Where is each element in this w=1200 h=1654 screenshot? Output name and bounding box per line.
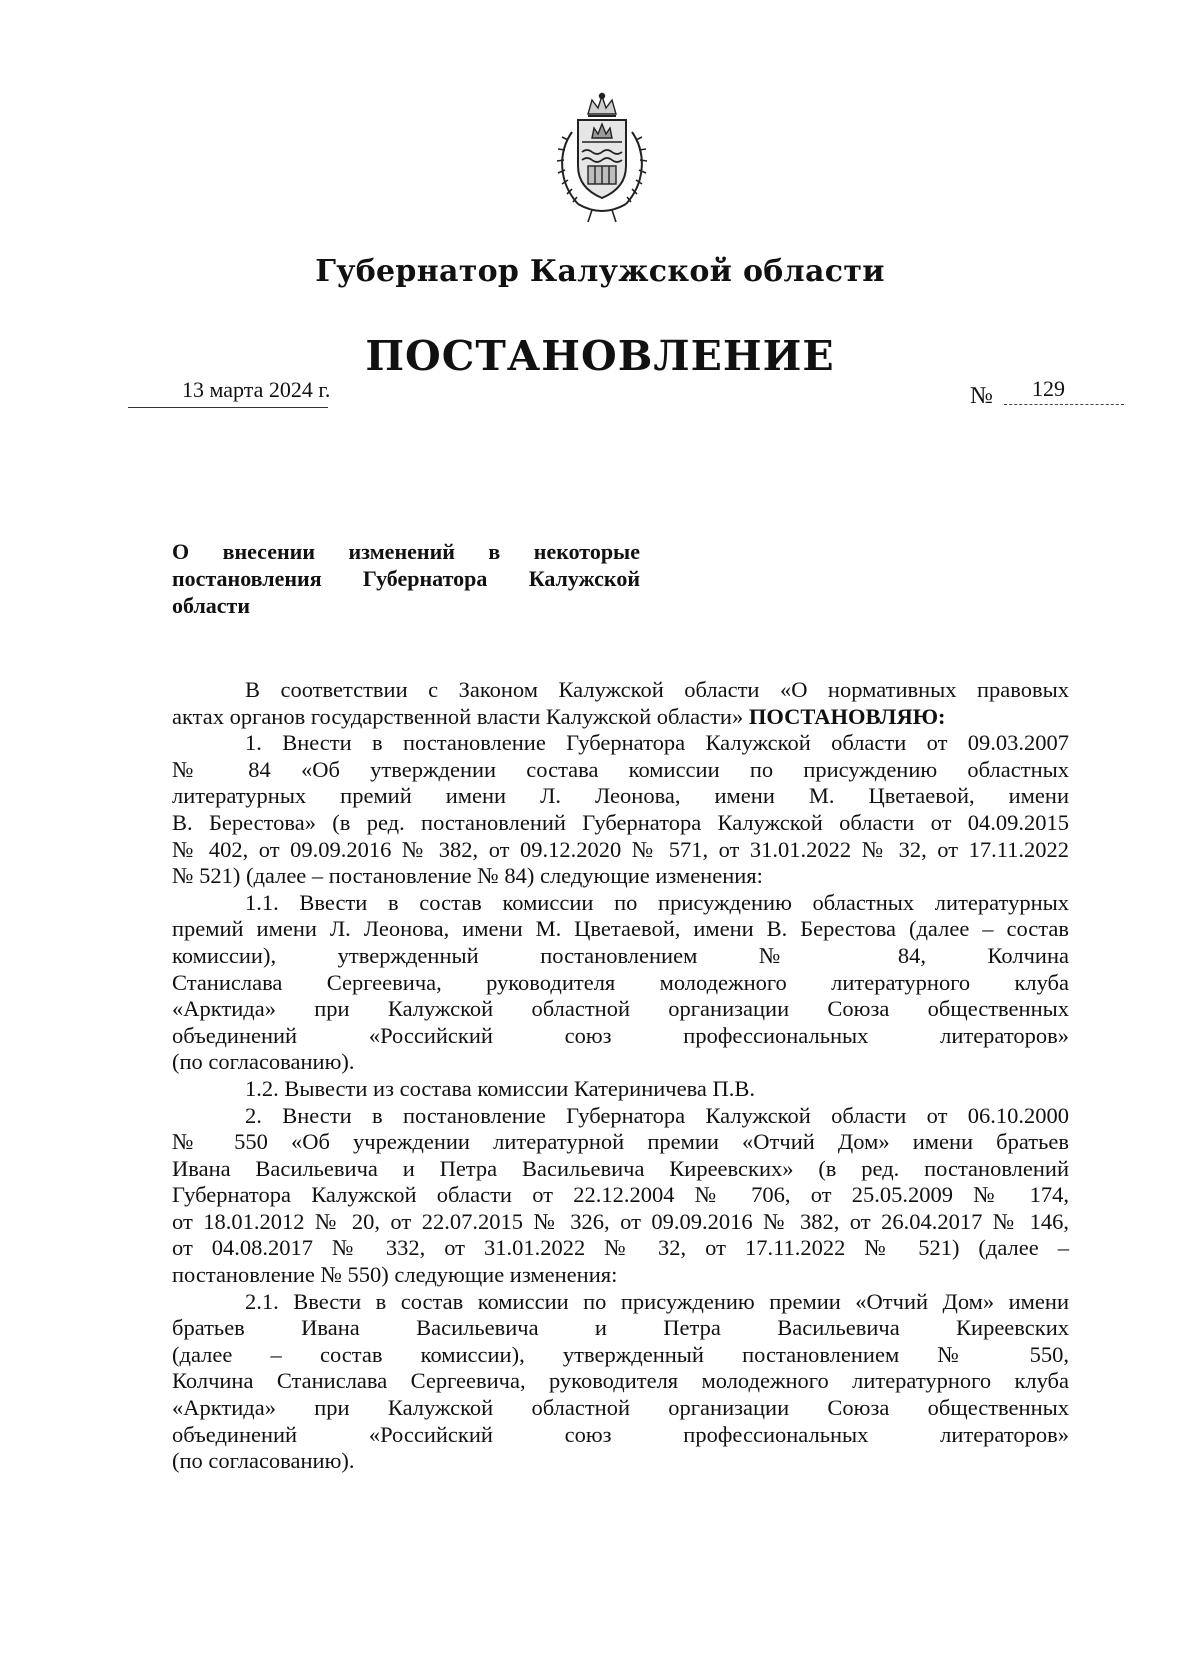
body-line: № 550 «Об учреждении литературной премии «Отчий Дом» имени братьев <box>172 1129 1069 1155</box>
body-line: 2.1. Ввести в состав комиссии по присуждению премии «Отчий Дом» имени <box>245 1288 1069 1314</box>
document-body <box>172 677 1069 1475</box>
issuer-title: Губернатор Калужской области <box>315 254 885 289</box>
body-line: № 84 «Об утверждении состава комиссии по присуждению областных <box>172 756 1069 782</box>
subject-line: постановления Губернатора Калужской <box>172 566 640 591</box>
body-line: № 521) (далее – постановление № 84) следующие изменения: <box>172 863 763 889</box>
body-line-text: актах органов государственной власти Калужской области» <box>172 703 749 729</box>
body-line: премий имени Л. Леонова, имени М. Цветаевой, имени В. Берестова (далее – состав <box>172 916 1069 942</box>
body-line: Станислава Сергеевича, руководителя молодежного литературного клуба <box>172 969 1069 995</box>
body-line <box>172 704 1069 731</box>
subject-line: области <box>172 593 251 618</box>
body-line: братьев Ивана Васильевича и Петра Васильевича Киреевских <box>172 1315 1069 1341</box>
document-subject <box>172 538 640 619</box>
document-type-title: ПОСТАНОВЛЕНИЕ <box>365 332 835 380</box>
body-line: Ивана Васильевича и Петра Васильевича Киреевских» (в ред. постановлений <box>172 1155 1069 1181</box>
body-line: (по согласованию). <box>172 1049 355 1075</box>
date-underline <box>128 407 328 408</box>
body-line: В. Берестова» (в ред. постановлений Губернатора Калужской области от 04.09.2015 <box>172 809 1069 835</box>
body-line: «Арктида» при Калужской областной организации Союза общественных <box>172 1395 1069 1421</box>
body-line: 1. Внести в постановление Губернатора Калужской области от 09.03.2007 <box>245 730 1069 756</box>
body-line: комиссии), утвержденный постановлением № 84, Колчина <box>172 942 1069 968</box>
body-line: № 402, от 09.09.2016 № 382, от 09.12.2020 № 571, от 31.01.2022 № 32, от 17.11.2022 <box>172 836 1069 862</box>
body-line: (далее – состав комиссии), утвержденный постановлением № 550, <box>172 1341 1069 1367</box>
subject-line: О внесении изменений в некоторые <box>172 539 640 564</box>
body-line: постановление № 550) следующие изменения: <box>172 1262 618 1288</box>
document-number: 129 <box>1032 376 1065 401</box>
body-line: «Арктида» при Калужской областной организации Союза общественных <box>172 996 1069 1022</box>
body-line: 2. Внести в постановление Губернатора Калужской области от 06.10.2000 <box>245 1102 1069 1128</box>
body-line: (по согласованию). <box>172 1448 355 1474</box>
document-date: 13 марта 2024 г. <box>182 377 331 402</box>
number-label: № <box>970 383 993 409</box>
coat-of-arms-icon <box>548 92 656 224</box>
body-line: литературных премий имени Л. Леонова, имени М. Цветаевой, имени <box>172 783 1069 809</box>
body-line: объединений «Российский союз профессиональных литераторов» <box>172 1022 1069 1048</box>
decree-word: ПОСТАНОВЛЯЮ: <box>748 703 946 729</box>
body-line: Колчина Станислава Сергеевича, руководителя молодежного литературного клуба <box>172 1368 1069 1394</box>
body-line: объединений «Российский союз профессиональных литераторов» <box>172 1421 1069 1447</box>
number-underline <box>1004 404 1124 405</box>
body-line: Губернатора Калужской области от 22.12.2004 № 706, от 25.05.2009 № 174, <box>172 1182 1069 1208</box>
body-line: В соответствии с Законом Калужской области «О нормативных правовых <box>245 677 1069 702</box>
body-line: от 04.08.2017 № 332, от 31.01.2022 № 32, от 17.11.2022 № 521) (далее – <box>172 1235 1069 1261</box>
body-line: от 18.01.2012 № 20, от 22.07.2015 № 326, от 09.09.2016 № 382, от 26.04.2017 № 146, <box>172 1208 1069 1234</box>
body-line: 1.2. Вывести из состава комиссии Катериничева П.В. <box>245 1075 756 1101</box>
body-line: 1.1. Ввести в состав комиссии по присуждению областных литературных <box>245 889 1069 915</box>
